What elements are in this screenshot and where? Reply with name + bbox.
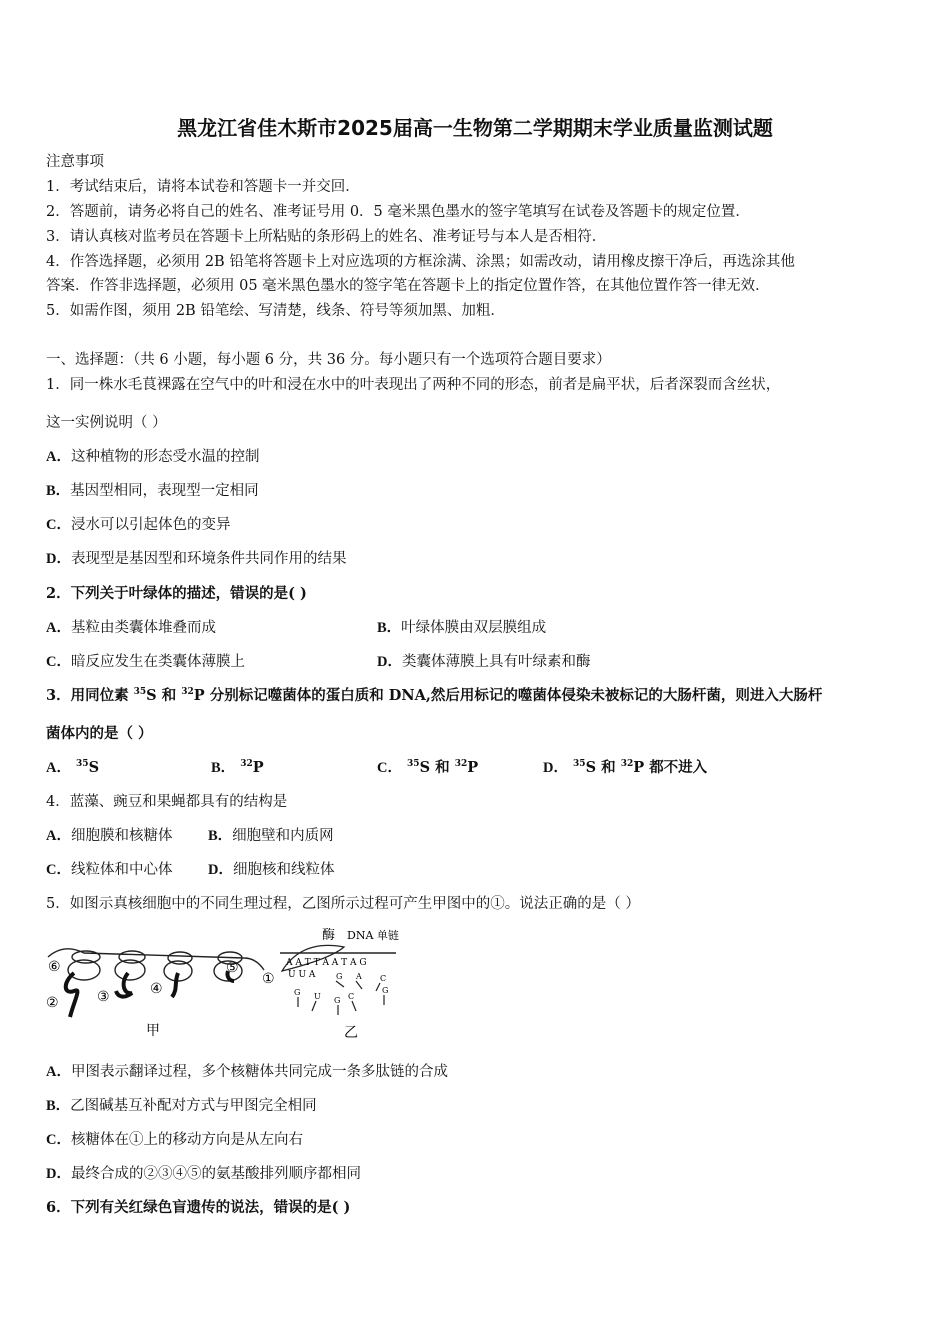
figure-jia-label: 甲 — [146, 1023, 160, 1039]
label-circled-5: ⑤ — [226, 960, 239, 976]
q1-option-b: B．基因型相同，表现型一定相同 — [46, 483, 259, 499]
polypeptide-chain — [66, 973, 78, 1017]
page-title: 黑龙江省佳木斯市2025届高一生物第二学期期末学业质量监测试题 — [177, 116, 773, 140]
question-3-stem-cont: 菌体内的是（ ） — [46, 725, 153, 742]
svg-text:G: G — [336, 972, 343, 981]
label-circled-2: ② — [46, 995, 59, 1011]
q4-option-b: B．细胞壁和内质网 — [208, 828, 334, 844]
svg-text:A: A — [356, 972, 362, 981]
notice-item: 5．如需作图，须用 2B 铅笔绘、写清楚，线条、符号等须加黑、加粗． — [46, 303, 505, 319]
q5-option-c: C．核糖体在①上的移动方向是从左向右 — [46, 1132, 303, 1148]
q3-option-b: B． $^{32}$P — [211, 759, 264, 776]
figure-base-sequence: A A T T A A T A G — [286, 958, 367, 968]
q2-option-d: D．类囊体薄膜上具有叶绿素和酶 — [377, 654, 591, 670]
figure-rna-sequence: U U A — [288, 970, 316, 980]
q5-option-b: B．乙图碱基互补配对方式与甲图完全相同 — [46, 1098, 317, 1114]
nucleotides — [298, 981, 384, 1015]
notice-item: 3．请认真核对监考员在答题卡上所粘贴的条形码上的姓名、准考证号与本人是否相符． — [46, 229, 607, 245]
q3-option-c: C． $^{35}$S 和 $^{32}$P — [377, 759, 479, 776]
notice-item: 4．作答选择题，必须用 2B 铅笔将答题卡上对应选项的方框涂满、涂黑；如需改动，请用橡皮擦干净后，再选涂其他 — [46, 254, 795, 270]
q5-option-d: D．最终合成的②③④⑤的氨基酸排列顺序都相同 — [46, 1166, 361, 1182]
notice-heading: 注意事项 — [46, 154, 104, 170]
q2-option-a: A．基粒由类囊体堆叠而成 — [46, 620, 216, 636]
question-2-stem: 2．下列关于叶绿体的描述，错误的是( ) — [46, 585, 307, 602]
question-5-stem: 5．如图示真核细胞中的不同生理过程，乙图所示过程可产生甲图中的①。说法正确的是（ ） — [46, 896, 640, 912]
notice-item: 答案．作答非选择题，必须用 05 毫米黑色墨水的签字笔在答题卡上的指定位置作答，在其他位置作答一律无效． — [46, 278, 770, 294]
q5-option-a: A．甲图表示翻译过程，多个核糖体共同完成一条多肽链的合成 — [46, 1064, 448, 1080]
svg-text:U: U — [314, 992, 321, 1001]
question-3-stem: 3．用同位素 $^{35}$S 和 $^{32}$P 分别标记噬菌体的蛋白质和 DNA,然后用标记的噬菌体侵染未被标记的大肠杆菌，则进入大肠杆 — [46, 687, 823, 704]
label-circled-3: ③ — [97, 989, 110, 1005]
label-circled-6: ⑥ — [48, 959, 61, 975]
svg-text:C: C — [348, 992, 355, 1001]
q2-option-c: C．暗反应发生在类囊体薄膜上 — [46, 654, 245, 670]
q1-option-c: C．浸水可以引起体色的变异 — [46, 517, 231, 533]
svg-text:G: G — [334, 996, 341, 1005]
q4-option-c: C．线粒体和中心体 — [46, 862, 173, 878]
q3-option-d: D． $^{35}$S 和 $^{32}$P 都不进入 — [543, 759, 708, 776]
q1-option-a: A．这种植物的形态受水温的控制 — [46, 449, 260, 465]
label-circled-4: ④ — [150, 981, 163, 997]
polypeptide-chain — [172, 973, 178, 997]
figure-dna-label: DNA 单链 — [347, 929, 399, 942]
q1-option-d: D．表现型是基因型和环境条件共同作用的结果 — [46, 551, 347, 567]
question-4-stem: 4．蓝藻、豌豆和果蝇都具有的结构是 — [46, 794, 288, 810]
svg-text:G: G — [382, 986, 389, 995]
svg-text:C: C — [380, 974, 387, 983]
label-circled-1: ① — [262, 971, 275, 987]
section-heading: 一、选择题：（共 6 小题，每小题 6 分，共 36 分。每小题只有一个选项符合题目要求） — [46, 352, 611, 368]
question-1-stem-cont: 这一实例说明（ ） — [46, 415, 167, 431]
translation-transcription-figure — [44, 925, 404, 1045]
q4-option-d: D．细胞核和线粒体 — [208, 862, 335, 878]
q3-option-a: A． $^{35}$S — [46, 759, 100, 776]
svg-text:G: G — [294, 988, 301, 997]
figure-yi-label: 乙 — [344, 1025, 358, 1041]
q2-option-b: B．叶绿体膜由双层膜组成 — [377, 620, 547, 636]
notice-item: 2．答题前，请务必将自己的姓名、准考证号用 0．5 毫米黑色墨水的签字笔填写在试卷及答题卡的规定位置． — [46, 204, 750, 220]
question-1-stem: 1．同一株水毛茛裸露在空气中的叶和浸在水中的叶表现出了两种不同的形态，前者是扁平状，后者深裂而含丝状， — [46, 377, 781, 393]
figure-enzyme-label: 酶 — [322, 928, 336, 943]
q4-option-a: A．细胞膜和核糖体 — [46, 828, 173, 844]
question-6-stem: 6．下列有关红绿色盲遗传的说法，错误的是( ) — [46, 1199, 351, 1216]
notice-item: 1．考试结束后，请将本试卷和答题卡一并交回． — [46, 179, 360, 195]
